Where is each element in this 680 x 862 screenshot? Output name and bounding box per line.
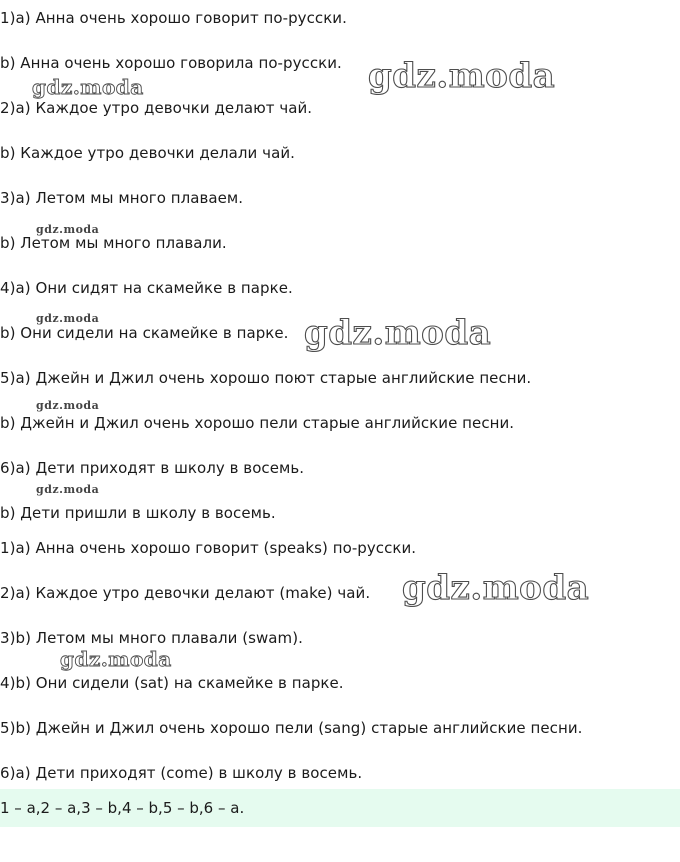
text-line: b) Они сидели на скамейке в парке. (0, 324, 289, 342)
watermark: gdz.moda (36, 223, 100, 236)
answer-bar (0, 789, 680, 827)
answer-text: 1 – a,2 – a,3 – b,4 – b,5 – b,6 – a. (0, 799, 245, 817)
text-line: 4)b) Они сидели (sat) на скамейке в парке. (0, 674, 344, 692)
text-line: b) Летом мы много плавали. (0, 234, 227, 252)
text-line: b) Каждое утро девочки делали чай. (0, 144, 295, 162)
text-line: b) Джейн и Джил очень хорошо пели старые английские песни. (0, 414, 515, 432)
text-line: 2)a) Каждое утро девочки делают (make) чай. (0, 584, 371, 602)
text-line: b) Дети пришли в школу в восемь. (0, 504, 276, 522)
text-line: 2)a) Каждое утро девочки делают чай. (0, 99, 313, 117)
watermark: gdz.moda (60, 647, 172, 671)
watermark: gdz.moda (32, 75, 144, 99)
text-line: 5)b) Джейн и Джил очень хорошо пели (sang) старые английские песни. (0, 719, 583, 737)
text-line: 6)a) Дети приходят (come) в школу в восемь. (0, 764, 363, 782)
watermark: gdz.moda (36, 399, 100, 412)
watermark: gdz.moda (304, 313, 492, 353)
watermark: gdz.moda (368, 56, 556, 96)
text-line: 3)a) Летом мы много плаваем. (0, 189, 244, 207)
text-line: b) Анна очень хорошо говорила по-русски. (0, 54, 342, 72)
text-line: 5)a) Джейн и Джил очень хорошо поют старые английские песни. (0, 369, 532, 387)
text-line: 3)b) Летом мы много плавали (swam). (0, 629, 303, 647)
text-line: 6)a) Дети приходят в школу в восемь. (0, 459, 305, 477)
text-line: 1)a) Анна очень хорошо говорит по-русски. (0, 9, 347, 27)
text-line: 1)a) Анна очень хорошо говорит (speaks) по-русски. (0, 539, 417, 557)
watermark: gdz.moda (36, 483, 100, 496)
watermark: gdz.moda (36, 312, 100, 325)
watermark: gdz.moda (402, 568, 590, 608)
text-line: 4)a) Они сидят на скамейке в парке. (0, 279, 293, 297)
